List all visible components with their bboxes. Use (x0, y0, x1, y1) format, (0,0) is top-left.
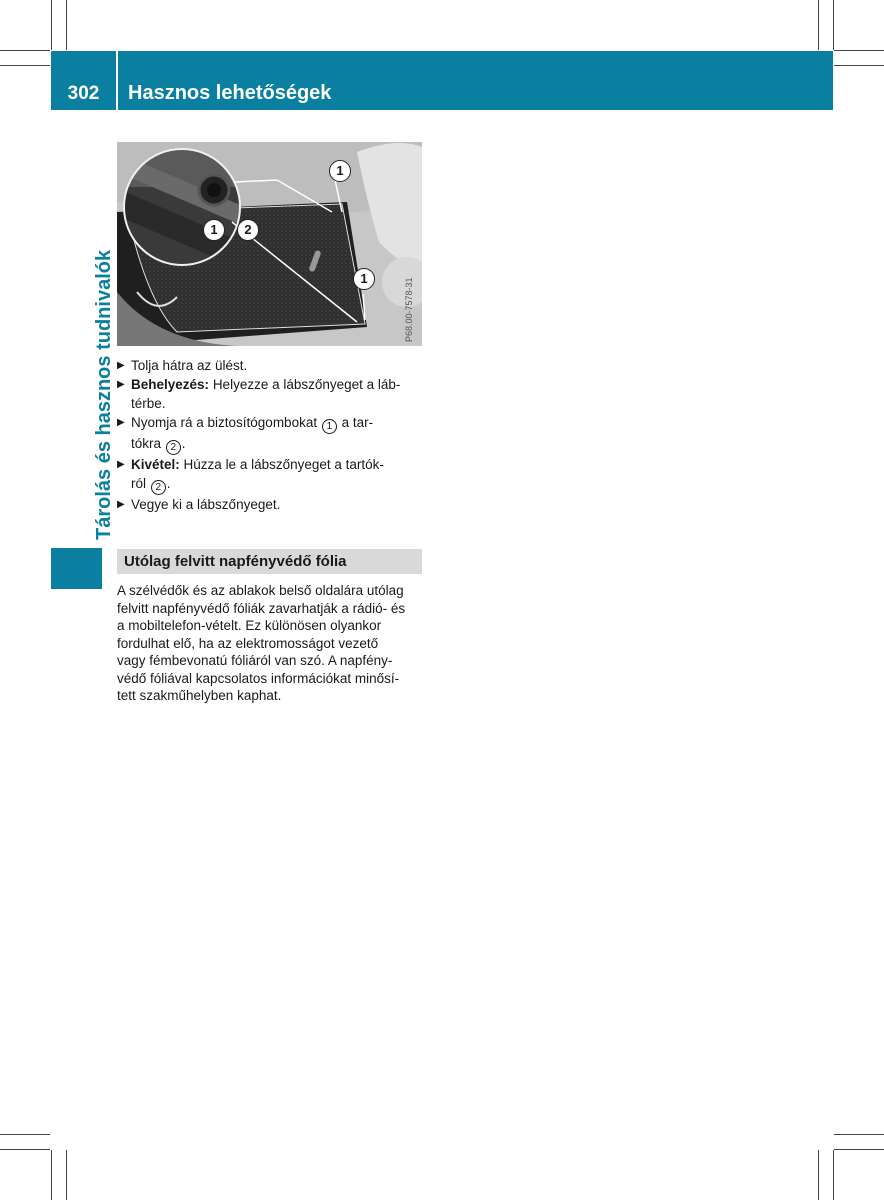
crop-mark (51, 0, 52, 50)
step-line: Helyezze a lábszőnyeget a láb- (212, 377, 401, 392)
crop-mark (51, 1150, 52, 1200)
paragraph-line: tett szakműhelyben kaphat. (117, 688, 282, 703)
step-text (131, 455, 423, 495)
step-line: a tar- (341, 415, 374, 430)
step-line: ról (131, 476, 147, 491)
crop-mark (0, 50, 50, 51)
page-number: 302 (67, 83, 100, 104)
section-title: Hasznos lehetőségek (128, 82, 332, 104)
chapter-title-vertical: Tárolás és hasznos tudnivalók (93, 249, 115, 540)
paragraph-line: vagy fémbevonatú fóliáról van szó. A napfény- (117, 653, 393, 668)
callout-2-zoom: 2 (237, 219, 259, 241)
step-line: Húzza le a lábszőnyeget a tartók- (183, 457, 384, 472)
crop-mark (834, 1149, 884, 1150)
crop-mark (833, 1150, 834, 1200)
side-tab-marker (51, 548, 102, 589)
arrow-bullet-icon: ▶ (117, 499, 125, 510)
paragraph-line: fordulhat elő, ha az elektromosságot vezető (117, 635, 379, 651)
step-text (131, 375, 423, 413)
floor-mat-illustration (117, 142, 422, 346)
step-end: . (166, 476, 171, 491)
crop-mark (833, 0, 834, 50)
crop-mark (834, 1134, 884, 1135)
body-paragraph (117, 582, 423, 705)
arrow-bullet-icon: ▶ (117, 360, 125, 371)
list-item (117, 413, 423, 455)
arrow-bullet-icon: ▶ (117, 379, 125, 390)
crop-mark (834, 50, 884, 51)
step-label: Behelyezés: (131, 377, 210, 392)
callout-ref: 2 (166, 440, 181, 455)
crop-mark (66, 1150, 67, 1200)
list-item (117, 375, 423, 413)
crop-mark (0, 1134, 50, 1135)
paragraph-line: a mobiltelefon-vételt. Ez különösen olyankor (117, 618, 382, 633)
step-line: térbe. (131, 396, 166, 411)
crop-mark (0, 65, 50, 66)
instruction-list (117, 356, 423, 514)
step-label: Kivétel: (131, 457, 180, 472)
crop-mark (818, 0, 819, 50)
header-divider (116, 51, 118, 110)
paragraph-line: védő fóliával kapcsolatos információkat minősí- (117, 670, 400, 686)
callout-ref: 1 (322, 419, 337, 434)
list-item (117, 356, 423, 375)
paragraph-line: A szélvédők és az ablakok belső oldalára utólag (117, 583, 404, 598)
subsection-title: Utólag felvitt napfényvédő fólia (124, 553, 347, 570)
step-line: tókra (131, 436, 162, 451)
step-line: Nyomja rá a biztosítógombokat (131, 415, 318, 430)
callout-1-lower: 1 (353, 268, 375, 290)
list-item (117, 455, 423, 495)
step-text (131, 413, 423, 455)
step-end: . (181, 436, 186, 451)
crop-mark (66, 0, 67, 50)
floor-mat-photo (117, 142, 422, 346)
paragraph-line: felvitt napfényvédő fóliák zavarhatják a rádió- és (117, 600, 406, 616)
arrow-bullet-icon: ▶ (117, 459, 125, 470)
crop-mark (818, 1150, 819, 1200)
crop-mark (834, 65, 884, 66)
step-text: Tolja hátra az ülést. (131, 358, 248, 373)
callout-ref: 2 (151, 480, 166, 495)
list-item (117, 495, 423, 514)
image-code: P68.00-7578-31 (404, 277, 414, 342)
arrow-bullet-icon: ▶ (117, 417, 125, 428)
callout-1-upper: 1 (329, 160, 351, 182)
callout-1-zoom: 1 (203, 219, 225, 241)
crop-mark (0, 1149, 50, 1150)
step-text: Vegye ki a lábszőnyeget. (131, 497, 281, 512)
